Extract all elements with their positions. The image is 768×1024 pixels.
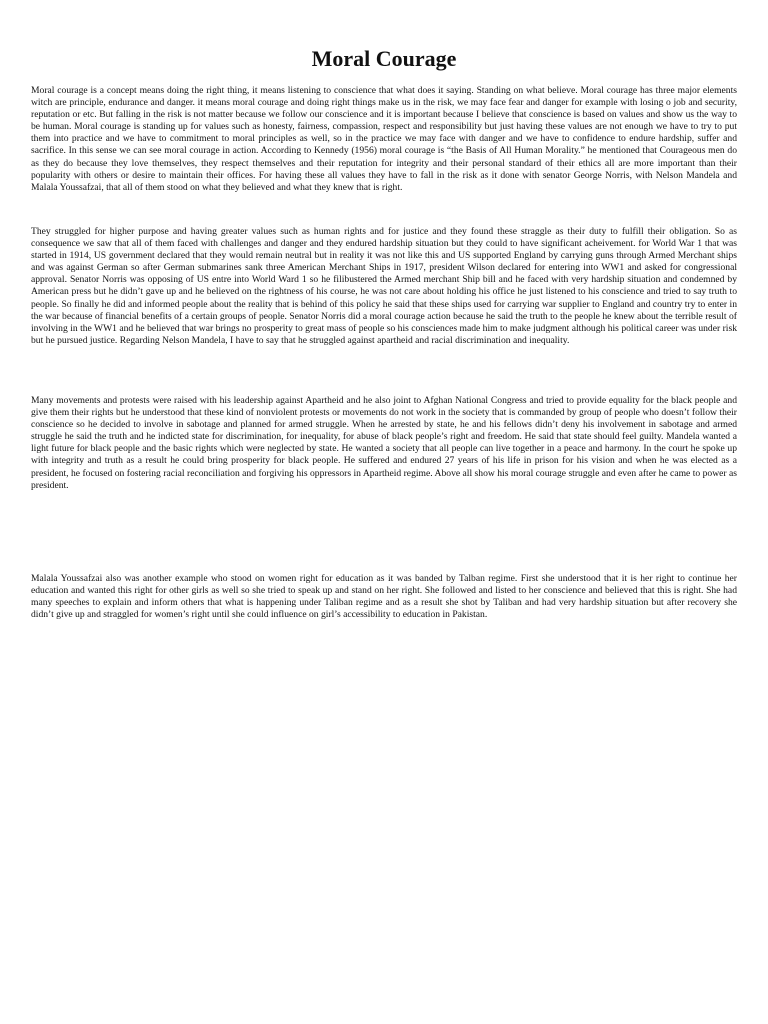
paragraph-intro: Moral courage is a concept means doing the right thing, it means listening to conscience that what does it saying. Standing on what believe. Moral courage has three major elements witch are principle, endurance and danger. it means moral courage and doing right things make us in the risk, we may face fear and danger for example with losing o job and security, reputation or etc. But falling in the risk is not matter because we follow our conscience and it is important because I believe that conscience is based on values and show us the way to be human. Moral courage is standing up for values such as honesty, fairness, compassion, respect and responsibility but just having these values are not enough we have to try to put them into practice and we have to commitment to moral principles as well, so in the practice we may face with danger and we have to confidence to endure hardship, suffer and sacrifice. In this sense we can see moral courage in action. According to Kennedy (1956) moral courage is “the Basis of All Human Morality.” he mentioned that Courageous men do as they do because they love themselves, they respect themselves and their reputation for integrity and their personal standard of their ethics all are more important than their popularity with others or desire to maintain their offices. For having these all values they have to fall in the risk as it done with senator George Norris, with Nelson Mandela and Malala Youssafzai, that all of them stood on what they believed and what they knew that is right. xyxy=(31,85,737,193)
document-page xyxy=(31,0,737,621)
paragraph-malala: Malala Youssafzai also was another example who stood on women right for education as it was banded by Talban regime. First she understood that it is her right to continue her education and wanted this right for other girls as well so she tried to speak up and stand on her right. She followed and listed to her conscience and believed that this is right. She had many speeches to explain and inform others that what is happening under Taliban regime and as a result she shot by Taliban and had very hardship situation but after recovery she didn’t give up and straggled for women’s right until she could influence on girl’s accessibility to education in Pakistan. xyxy=(31,573,737,621)
paragraph-norris: They struggled for higher purpose and having greater values such as human rights and for justice and they found these straggle as their duty to fulfill their obligation. So as consequence we saw that all of them faced with challenges and danger and they endured hardship situation but they could to have significant acheivement. for World War 1 that was started in 1914, US government declared that they would remain neutral but in reality it was not like this and US supported England by carrying guns through Armed Merchant ships and was against German so after German submarines sank three American Merchant Ships in 1917, president Wilson declared for entering into WW1 and asked for congressional approval. Senator Norris was opposing of US entre into World Ward 1 so he filibustered the Armed merchant Ship bill and he faced with very hardship situation and condemned by American press but he didn’t gave up and he believed on the rightness of his course, he was not care about holding his office he just listened to his conscience and tried to say truth to people. So finally he did and informed people about the reality that is behind of this policy he said that these ships used for carrying war supplier to England and country try to enter in the war because of financial benefits of a certain groups of people. Senator Norris did a moral courage action because he said the truth to the people he knew about the terrible result of involving in the WW1 and he believed that war brings no prosperity to great mass of people so his consciences made him to make judgment although his political career was under risk but he pursued justice. Regarding Nelson Mandela, I have to say that he struggled against apartheid and racial discrimination and inequality. xyxy=(31,226,737,346)
paragraph-mandela: Many movements and protests were raised with his leadership against Apartheid and he also joint to Afghan National Congress and tried to provide equality for the black people and give them their rights but he understood that these kind of nonviolent protests or movements do not work in the society that is commanded by group of people who doesn’t follow their conscience so he decided to involve in sabotage and planned for armed struggle. When he arrested by state, he and his fellows didn’t deny his involvement in sabotage and armed struggle he said the truth and he indicted state for discrimination, for inequality, for abuse of black people’s right and freedom. He said that state should feel guilty. Mandela wanted a light future for black people and the basic rights which were neglected by state. He wanted a society that all people can live together in a peace and harmony. In the court he spoke up with integrity and truth as a result he could bring prosperity for black people. He suffered and endured 27 years of his life in prison for his vision and when he was elected as a president, he focused on fostering racial reconciliation and forgiving his oppressors in Apartheid regime. Above all show his moral courage struggle and even after he came to power as president. xyxy=(31,395,737,491)
document-title: Moral Courage xyxy=(311,46,457,71)
